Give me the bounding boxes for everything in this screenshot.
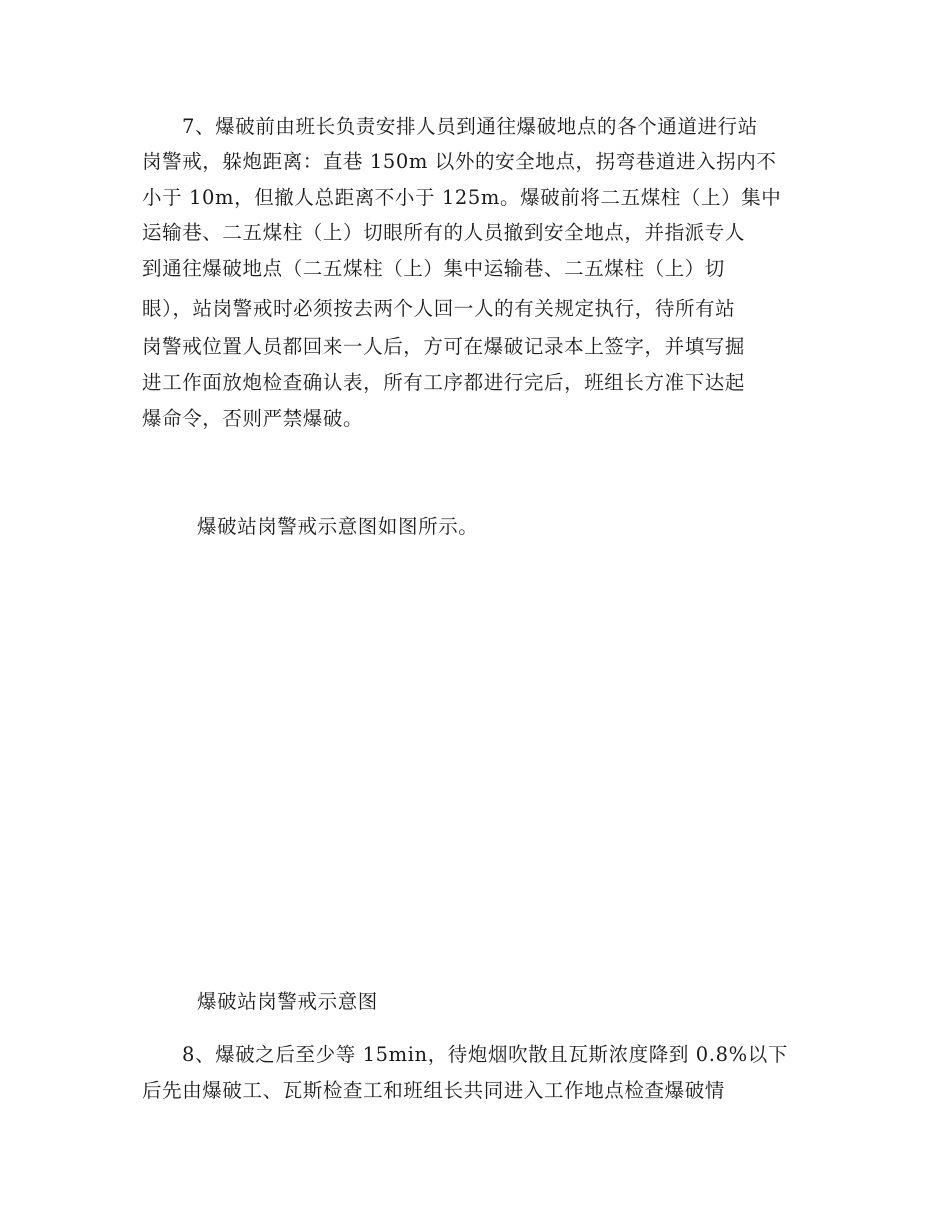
paragraph-line: 7、爆破前由班长负责安排人员到通往爆破地点的各个通道进行站	[182, 115, 758, 138]
paragraph-line: 小于 10m，但撤人总距离不小于 125m。爆破前将二五煤柱（上）集中	[142, 186, 782, 209]
paragraph-line: 进工作面放炮检查确认表，所有工序都进行完后，班组长方准下达起	[142, 371, 746, 394]
paragraph-line: 到通往爆破地点（二五煤柱（上）集中运输巷、二五煤柱（上）切	[142, 257, 725, 280]
paragraph-line: 岗警戒位置人员都回来一人后，方可在爆破记录本上签字，并填写掘	[142, 335, 746, 358]
paragraph-line: 岗警戒，躲炮距离：直巷 150m 以外的安全地点，拐弯巷道进入拐内不	[142, 150, 777, 173]
figure-placeholder	[142, 560, 808, 970]
paragraph-line: 眼），站岗警戒时必须按去两个人回一人的有关规定执行，待所有站	[142, 297, 736, 320]
figure-intro-text: 爆破站岗警戒示意图如图所示。	[197, 515, 479, 538]
paragraph-line: 运输巷、二五煤柱（上）切眼所有的人员撤到安全地点，并指派专人	[142, 221, 746, 244]
figure-caption: 爆破站岗警戒示意图	[197, 990, 378, 1013]
paragraph-line: 后先由爆破工、瓦斯检查工和班组长共同进入工作地点检查爆破情	[142, 1079, 725, 1102]
paragraph-line: 8、爆破之后至少等 15min，待炮烟吹散且瓦斯浓度降到 0.8%以下	[182, 1043, 788, 1066]
paragraph-line: 爆命令，否则严禁爆破。	[142, 407, 364, 430]
